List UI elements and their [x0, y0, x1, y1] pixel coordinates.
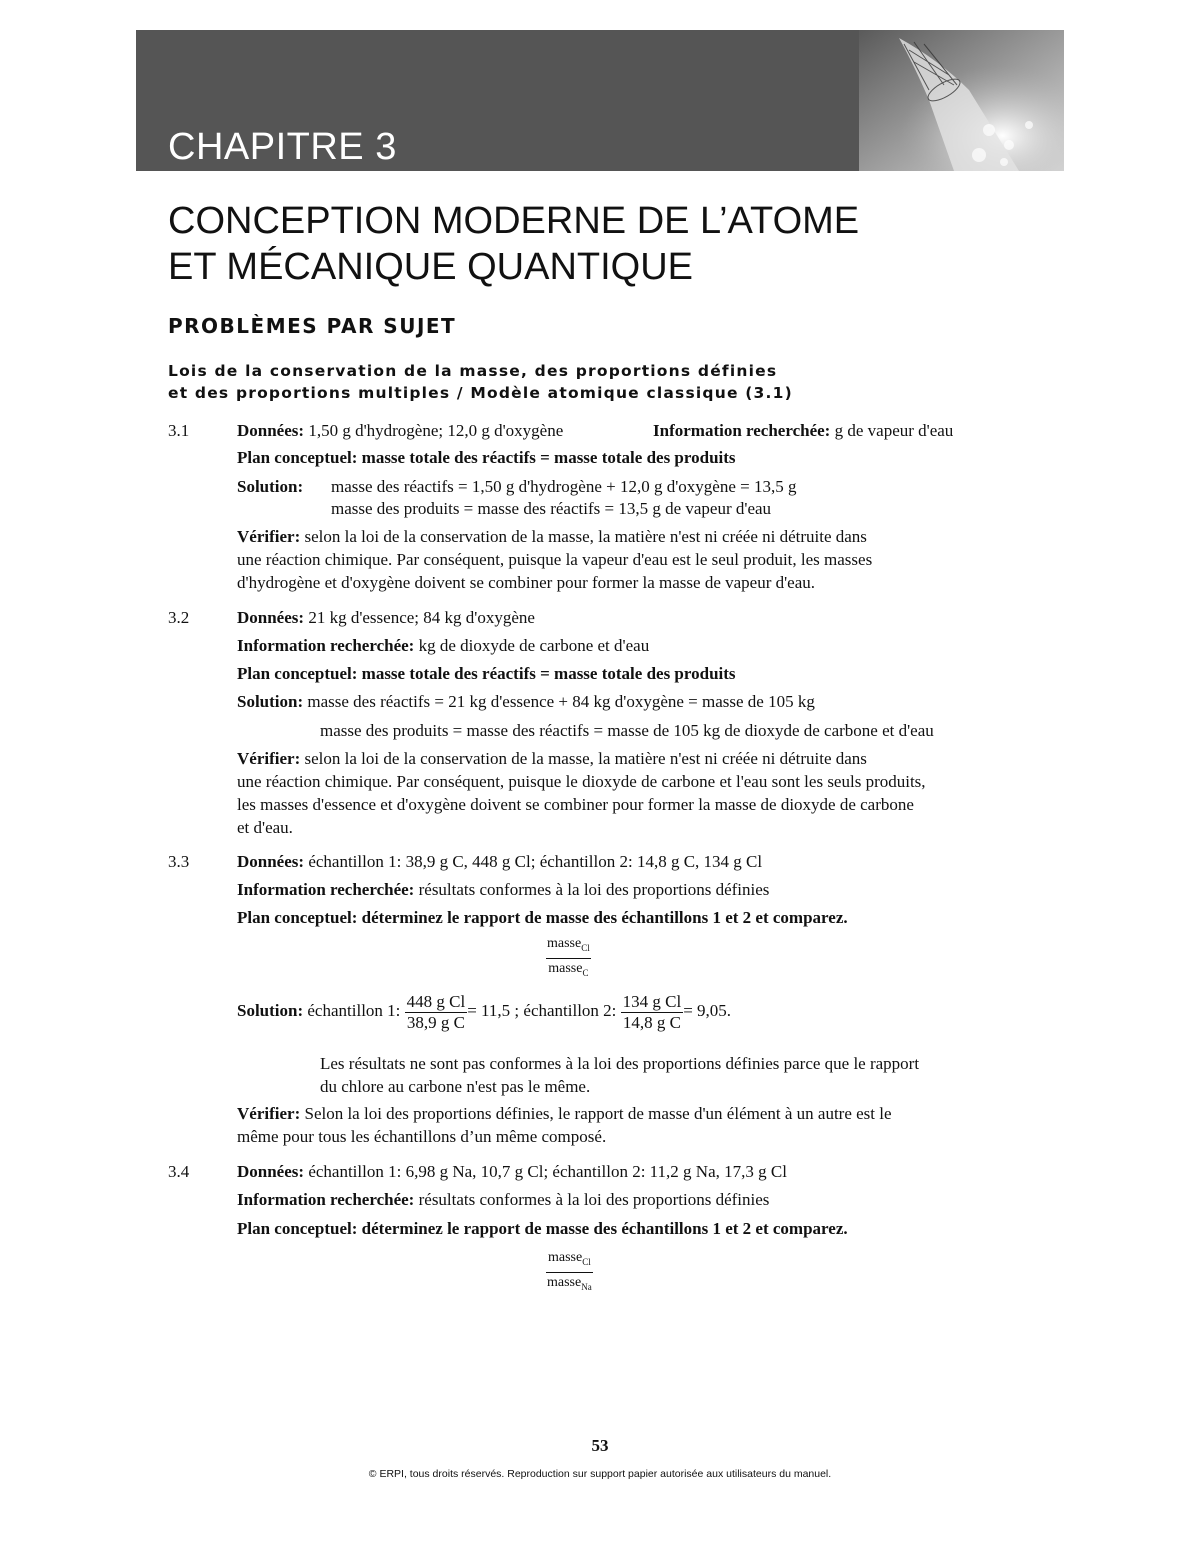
verifier-line-2: même pour tous les échantillons d’un même composé. — [237, 1127, 607, 1146]
plan-value: masse totale des réactifs = masse totale des produits — [361, 448, 736, 467]
mass-ratio-fraction: masse$_{Cl}$ masse$_C$ — [547, 936, 590, 978]
info-line — [653, 420, 953, 442]
subsection-line2: et des proportions multiples / Modèle atomique classique (3.1) — [168, 384, 793, 402]
chapter-title — [168, 198, 859, 290]
info-value: g de vapeur d'eau — [834, 421, 954, 440]
fraction-sample-2: $\frac{\text{134 g Cl}}{\text{14,8 g C}}$ — [622, 991, 682, 1032]
verifier-line-1: Vérifier: selon la loi de la conservation de la masse, la matière n'est ni créée ni détruite dans — [237, 527, 867, 546]
verifier-line-4: et d'eau. — [237, 818, 293, 837]
verifier-line-1: Vérifier: Selon la loi des proportions définies, le rapport de masse d'un élément à un autre est le — [237, 1104, 892, 1123]
plan-line: Plan conceptuel: déterminez le rapport de masse des échantillons 1 et 2 et comparez. — [237, 908, 848, 927]
nanotube-illustration — [859, 30, 1064, 171]
solution-line-1: Solution: masse des réactifs = 21 kg d'essence + 84 kg d'oxygène = masse de 105 kg — [237, 692, 815, 711]
section-heading: PROBLÈMES PAR SUJET — [168, 314, 457, 338]
info-line: Information recherchée: kg de dioxyde de carbone et d'eau — [237, 636, 650, 655]
chapter-title-line2: ET MÉCANIQUE QUANTIQUE — [168, 246, 694, 288]
donnees-line: Données: échantillon 1: 6,98 g Na, 10,7 g Cl; échantillon 2: 11,2 g Na, 17,3 g Cl — [237, 1162, 787, 1181]
verifier-label: Vérifier: — [237, 527, 301, 546]
verifier-line-3: d'hydrogène et d'oxygène doivent se combiner pour former la masse de vapeur d'eau. — [237, 573, 816, 592]
donnees-line: Données: 21 kg d'essence; 84 kg d'oxygène — [237, 608, 535, 627]
verifier-line-2: une réaction chimique. Par conséquent, puisque le dioxyde de carbone et l'eau sont les seuls produits, — [237, 772, 926, 791]
donnees-label: Données: — [237, 421, 305, 440]
problem-number: 3.3 — [168, 852, 190, 871]
subsection-heading — [168, 360, 793, 404]
solution-line: Solution: échantillon 1: $\frac{\text{448 g Cl}}{\text{38,9 g C}}$ = 11,5 ; échantillon 2: $\frac{\text{134 g Cl}}{\text{14,8 g C}}$ = 9,05. — [237, 991, 732, 1032]
mass-ratio-fraction: masse$_{Cl}$ masse$_{Na}$ — [547, 1250, 592, 1292]
donnees-line — [237, 420, 563, 442]
page-number: 53 — [591, 1436, 609, 1455]
verifier-line-1: Vérifier: selon la loi de la conservation de la masse, la matière n'est ni créée ni détruite dans — [237, 749, 867, 768]
solution-line-2: masse des produits = masse des réactifs = 13,5 g de vapeur d'eau — [331, 499, 772, 518]
chapter-label: CHAPITRE 3 — [168, 126, 397, 168]
solution-line-1: masse des réactifs = 1,50 g d'hydrogène + 12,0 g d'oxygène = 13,5 g — [331, 477, 797, 496]
subsection-line1: Lois de la conservation de la masse, des proportions définies — [168, 362, 778, 380]
copyright-notice: © ERPI, tous droits réservés. Reproduction sur support papier autorisée aux utilisateurs du manuel. — [368, 1468, 832, 1480]
info-line: Information recherchée: résultats conformes à la loi des proportions définies — [237, 1190, 770, 1209]
verifier-line-2: une réaction chimique. Par conséquent, puisque la vapeur d'eau est le seul produit, les masses — [237, 550, 873, 569]
problem-number: 3.2 — [168, 608, 190, 627]
fraction-sample-1: $\frac{\text{448 g Cl}}{\text{38,9 g C}}$ — [406, 991, 466, 1032]
result-line-1: Les résultats ne sont pas conformes à la loi des proportions définies parce que le rapport — [320, 1054, 920, 1073]
chapter-title-line1: CONCEPTION MODERNE DE L’ATOME — [168, 200, 860, 242]
solution-line-2: masse des produits = masse des réactifs = masse de 105 kg de dioxyde de carbone et d'eau — [320, 721, 934, 740]
info-line: Information recherchée: résultats conformes à la loi des proportions définies — [237, 880, 770, 899]
donnees-line: Données: échantillon 1: 38,9 g C, 448 g Cl; échantillon 2: 14,8 g C, 134 g Cl — [237, 852, 763, 871]
verifier-line-3: les masses d'essence et d'oxygène doivent se combiner pour former la masse de dioxyde de carbone — [237, 795, 914, 814]
info-label: Information recherchée: — [653, 421, 831, 440]
plan-line: Plan conceptuel: masse totale des réactifs = masse totale des produits — [237, 664, 736, 683]
chapter-banner — [136, 30, 1064, 171]
problem-number: 3.1 — [168, 421, 190, 440]
plan-line: Plan conceptuel: déterminez le rapport de masse des échantillons 1 et 2 et comparez. — [237, 1219, 848, 1238]
plan-line — [237, 447, 736, 469]
problem-number: 3.4 — [168, 1162, 190, 1181]
solution-label: Solution: — [237, 477, 304, 496]
plan-label: Plan conceptuel: — [237, 448, 358, 467]
donnees-value: 1,50 g d'hydrogène; 12,0 g d'oxygène — [308, 421, 564, 440]
result-line-2: du chlore au carbone n'est pas le même. — [320, 1077, 591, 1096]
